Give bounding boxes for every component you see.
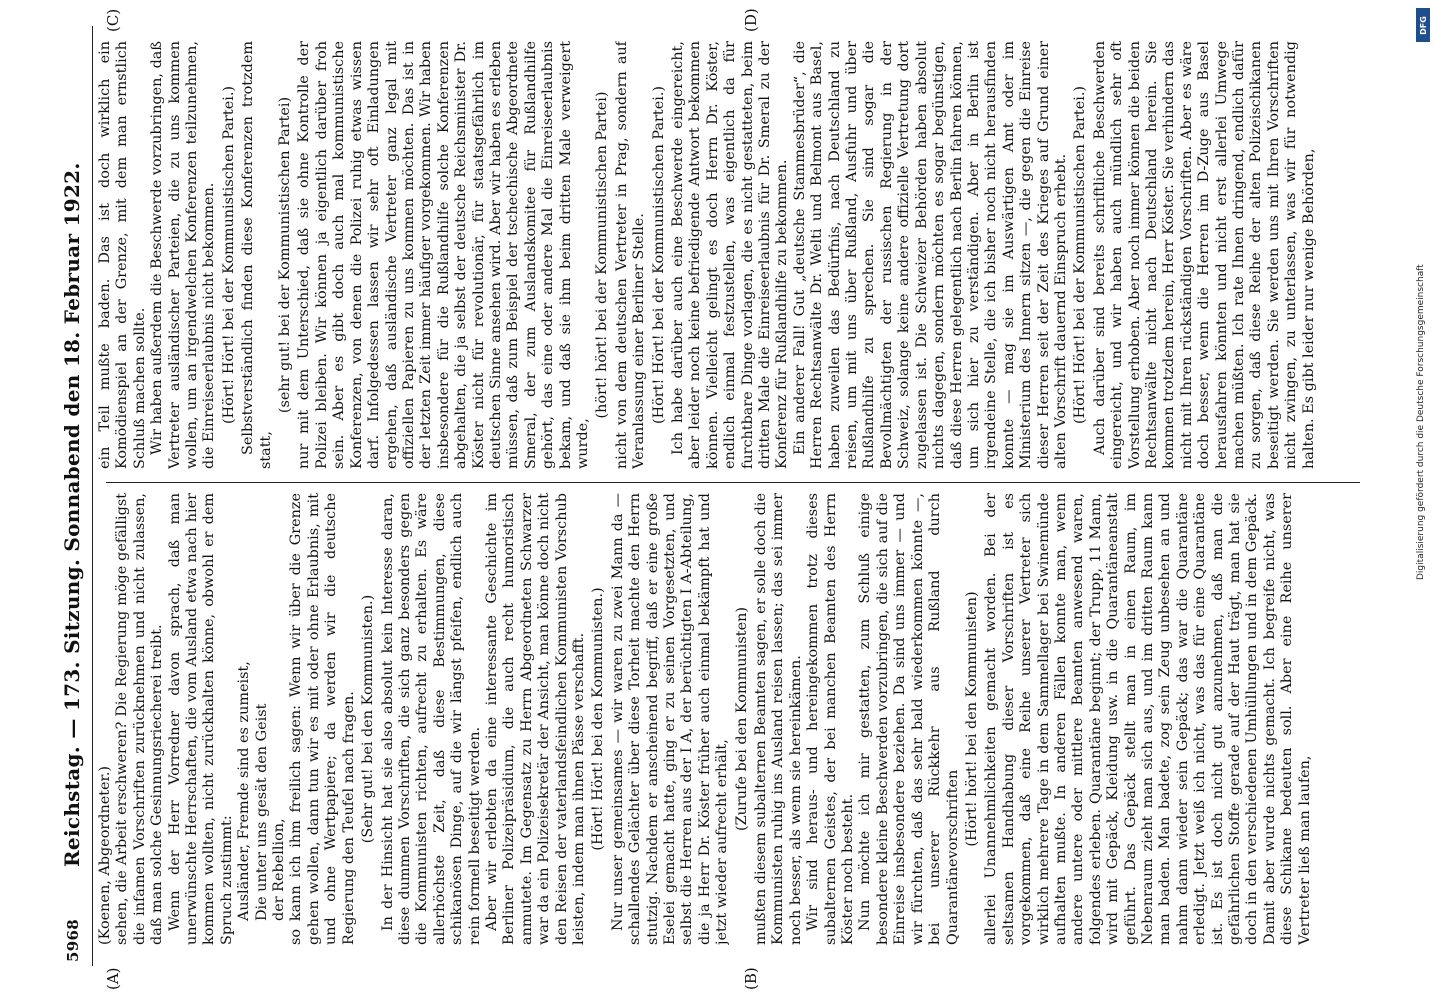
interjection: (hört! hört! bei der Kommunistischen Partei) xyxy=(594,91,611,419)
page-number: 5968 xyxy=(64,919,82,962)
margin-mark-b: (B) xyxy=(742,967,760,990)
interjection: (Hört! Hört! bei der Kommunistischen Partei.) xyxy=(220,85,237,425)
column-divider xyxy=(106,482,1360,483)
paragraph: Selbstverständlich finden diese Konferenzen trotzdem statt, xyxy=(240,41,274,469)
left-column xyxy=(97,493,1367,945)
interjection: (Zurufe bei den Kommunisten) xyxy=(733,607,750,831)
paragraph: allerlei Unannehmlichkeiten gemacht worden. Bei der seltsamen Handhabung dieser Vorschriften ist es vorgekommen, daß eine Reihe unserer Vertreter sich wirklich mehrere Tage in dem Sammellager bei Swinemünde aufhalten mußte. In anderen Fällen konnte man, wenn andere untere oder mittlere Beamten anwesend waren, folgendes erleben. Quarantäne beginnt; der Trupp, 11 Mann, wird mit Gepäck, Kleidung usw. in die Quarantäneanstalt geführt. Das Gepäck stellt man in einen Raum, im Nebenraum zieht man sich aus, und im dritten Raum kann man baden. Man badete, zog sein Zeug unbesehen an und nahm dann wieder sein Gepäck; das war die Quarantäne erledigt. Jetzt weiß ich nicht, was das für eine Quarantäne ist. Es ist doch nicht gut anzunehmen, daß man die gefährlichen Stoffe gerade auf der Haut trägt, man hat sie doch in den verschiedenen Umhüllungen und in dem Gepäck. Damit aber wurde nichts gemacht. Ich begreife nicht, was diese Schikane bedeuten soll. Aber eine Reihe unserer Vertreter ließ man laufen, xyxy=(983,493,1313,945)
paragraph: mußten diesem subalternen Beamten sagen, er solle doch die Kommunisten ruhig ins Ausland reisen lassen; das sei immer noch besser, als wenn sie hereinkämen. xyxy=(753,493,804,945)
interjection: (sehr gut! bei der Kommunistischen Partei) xyxy=(277,96,294,414)
paragraph: Aber wir erlebten da eine interessante Geschichte im Berliner Polizeipräsidium, die auch recht humoristisch anmutete. Im Gegensatz zu Herrn Abgeordneten Schwarzer war da ein Polizeisekretär der Ansicht, man könne doch nicht den Reisen der vaterlandsfeindlichen Kommunisten Vorschub leisten, indem man ihnen Pässe verschafft. xyxy=(483,493,587,945)
verse-line: der Rebellion, xyxy=(271,818,288,921)
margin-mark-a: (A) xyxy=(104,967,122,990)
margin-mark-c: (C) xyxy=(104,8,122,32)
interjection: (Hört! hört! bei den Kommunisten) xyxy=(963,591,980,847)
paragraph: Wenn der Herr Vorredner davon sprach, daß man unerwünschte Herrschaften, die vom Ausland etwa nach hier kommen wollten, nicht zurückhalten könne, obwohl er dem Spruch zustimmt: xyxy=(166,493,235,945)
paragraph: nicht von dem deutschen Vertreter in Prag, sondern auf Veranlassung einer Berliner Stelle. xyxy=(613,41,648,469)
paragraph: Ein anderer Fall! Gut „deutsche Stammesbrüder“, die Herren Rechtsanwälte Dr. Welti und Belmont aus Basel, haben zuweilen das Bedürfnis, nach Deutschland zu reisen, um mit uns über Rußland, Ausfuhr und über Rußlandhilfe zu sprechen. Sie sind sogar die Bevollmächtigten der russischen Regierung in der Schweiz, solange keine andere offizielle Vertretung dort zugelassen ist. Die Schweizer Behörden haben absolut nichts dagegen, sondern möchten es sogar begünstigen, daß diese Herren gelegentlich nach Berlin fahren können, um sich hier zu verständigen. Aber in Berlin ist irgendeine Stelle, die ich bisher noch nicht herausfinden konnte — mag sie im Auswärtigen Amt oder im Ministerium des Innern sitzen —, die gegen die Einreise dieser Herren seit der Zeit des Krieges auf Grund einer alten Vorschrift dauernd Einspruch erhebt. xyxy=(791,41,1069,469)
interjection: (Hört! Hört! bei der Kommunistischen Partei.) xyxy=(650,85,667,425)
paragraph: In der Hinsicht hat sie also absolut kein Interesse daran, diese dummen Vorschriften, die sich ganz besonders gegen die Kommunisten richten, aufrecht zu erhalten. Es wäre allerhöchste Zeit, daß diese Bestimmungen, diese schikanösen Dinge, auf die wir längst pfeifen, endlich auch rein formell beseitigt werden. xyxy=(379,493,483,945)
paragraph: Nun möchte ich mir gestatten, zum Schluß einige besondere kleine Beschwerden vorzubringen, die sich auf die Einreise insbesondere beziehen. Da sind uns immer — und wir fürchten, daß das sehr bald wiederkommen könnte —, bei unserer Rückkehr aus Rußland durch Quarantänevorschriften xyxy=(857,493,961,945)
paragraph: Ich habe darüber auch eine Beschwerde eingereicht, aber leider noch keine befriedigende Antwort bekommen können. Vielleicht gelingt es doch Herrn Dr. Köster, endlich einmal festzustellen, was eigentlich da für furchtbare Dinge vorlagen, die es nicht gestatteten, beim dritten Male die Einreiseerlaubnis für Dr. Smeral zu der Konferenz für Rußlandhilfe zu bekommen. xyxy=(670,41,791,469)
dfg-logo-text: DFG xyxy=(1418,15,1428,35)
paragraph: sehen, die Arbeit erschweren? Die Regierung möge gefälligst die infamen Vorschriften zurücknehmen und nicht zulassen, daß man solche Gesinnungsriecherei treibt. xyxy=(114,493,166,945)
interjection: (Sehr gut! bei den Kommunisten.) xyxy=(360,594,377,844)
verse-line: Die unter uns gesät den Geist xyxy=(253,703,270,921)
running-header xyxy=(58,32,92,962)
paragraph: Wir haben außerdem die Beschwerde vorzubringen, daß Vertreter ausländischer Parteien, die zu uns kommen wollen, um an irgendwelchen Konferenzen teilzunehmen, die Einreiseerlaubnis nicht bekommen. xyxy=(149,41,218,469)
verse-line: Ausländer, Fremde sind es zumeist, xyxy=(236,661,253,921)
paragraph: nur mit dem Unterschied, daß sie ohne Kontrolle der Polizei bleiben. Wir können ja eigentlich darüber froh sein. Aber es gibt doch auch mal kommunistische Konferenzen, von denen die Polizei ruhig etwas wissen darf. Infolgedessen lassen wir sehr oft Einladungen ergehen, daß ausländische Vertreter ganz legal mit offiziellen Papieren zu uns kommen möchten. Das ist in der letzten Zeit immer häufiger vorgekommen. Wir haben insbesondere für die Rußlandhilfe solche Konferenzen abgehalten, die ja selbst der deutsche Reichsminister Dr. Köster nicht für revolutionär, für staatsgefährlich im deutschen Sinne ansehen wird. Aber wir haben es erleben müssen, daß zum Beispiel der tschechische Abgeordnete Smeral, der zum Auslandskomitee für Rußlandhilfe gehört, das eine oder andere Mal die Einreiseerlaubnis bekam, und daß sie ihm beim dritten Male verweigert wurde, xyxy=(296,41,591,469)
paragraph: so kann ich ihm freilich sagen: Wenn wir über die Grenze gehen wollen, dann tun wir es mit oder ohne Erlaubnis, mit und ohne Wertpapiere; da werden wir die deutsche Regierung den Teufel nach fragen. xyxy=(288,493,357,945)
interjection: (Hört! Hört! bei den Kommunisten.) xyxy=(590,587,607,851)
header-title: Reichstag. — 173. Sitzung. Sonnabend den 18. Februar 1922. xyxy=(60,162,84,867)
interjection: (Hört! Hört! bei der Kommunistischen Partei.) xyxy=(1072,85,1089,425)
paragraph: Auch darüber sind bereits schriftliche Beschwerden eingereicht, und wir haben auch mündlich sehr oft Vorstellung erhoben. Aber noch immer können die beiden Rechtsanwälte nicht nach Deutschland herein. Sie kommen trotzdem herein, Herr Köster. Sie verhindern das nicht mit Ihren rückständigen Vorschriften. Aber es wäre doch besser, wenn die Herren im D-Zuge aus Basel herausfahren könnten und nicht erst allerlei Umwege machen müßten. Ich rate Ihnen dringend, endlich dafür zu sorgen, daß diese Reihe der alten Polizeischikanen beseitigt werden. Sie werden uns mit Ihren Vorschriften nicht zwingen, zu unterlassen, was wir für notwendig halten. Es gibt leider nur wenige Behörden, xyxy=(1091,41,1317,469)
header-rule xyxy=(92,26,93,966)
right-column xyxy=(97,41,1367,469)
credit-text: Digitalisierung gefördert durch die Deutsche Forschungsgemeinschaft xyxy=(1416,264,1426,580)
margin-mark-d: (D) xyxy=(742,8,760,32)
paragraph: ein Teil mußte baden. Das ist doch wirklich ein Komödienspiel an der Grenze, mit dem man ernstlich Schluß machen sollte. xyxy=(97,41,148,469)
speaker-tag: (Koenen, Abgeordneter.) xyxy=(97,765,113,945)
digitization-credit xyxy=(1414,10,1428,580)
paragraph: Wir sind heraus- und hereingekommen trotz dieses subalternen Geistes, der bei manchen Beamten des Herrn Köster noch besteht. xyxy=(805,493,857,945)
paragraph: Nur unser gemeinsames — wir waren zu zwei Mann da — schallendes Gelächter über diese Torheit machte den Herrn stutzig. Nachdem er anscheinend begriff, daß er eine große Eselei gemacht hatte, ging er zu seinen Vorgesetzten, und selbst die Herren aus der I A, der berüchtigten I A-Abteilung, die ja Herr Dr. Köster früher auch einmal bekämpft hat und jetzt wieder aufrecht erhält, xyxy=(609,493,731,945)
